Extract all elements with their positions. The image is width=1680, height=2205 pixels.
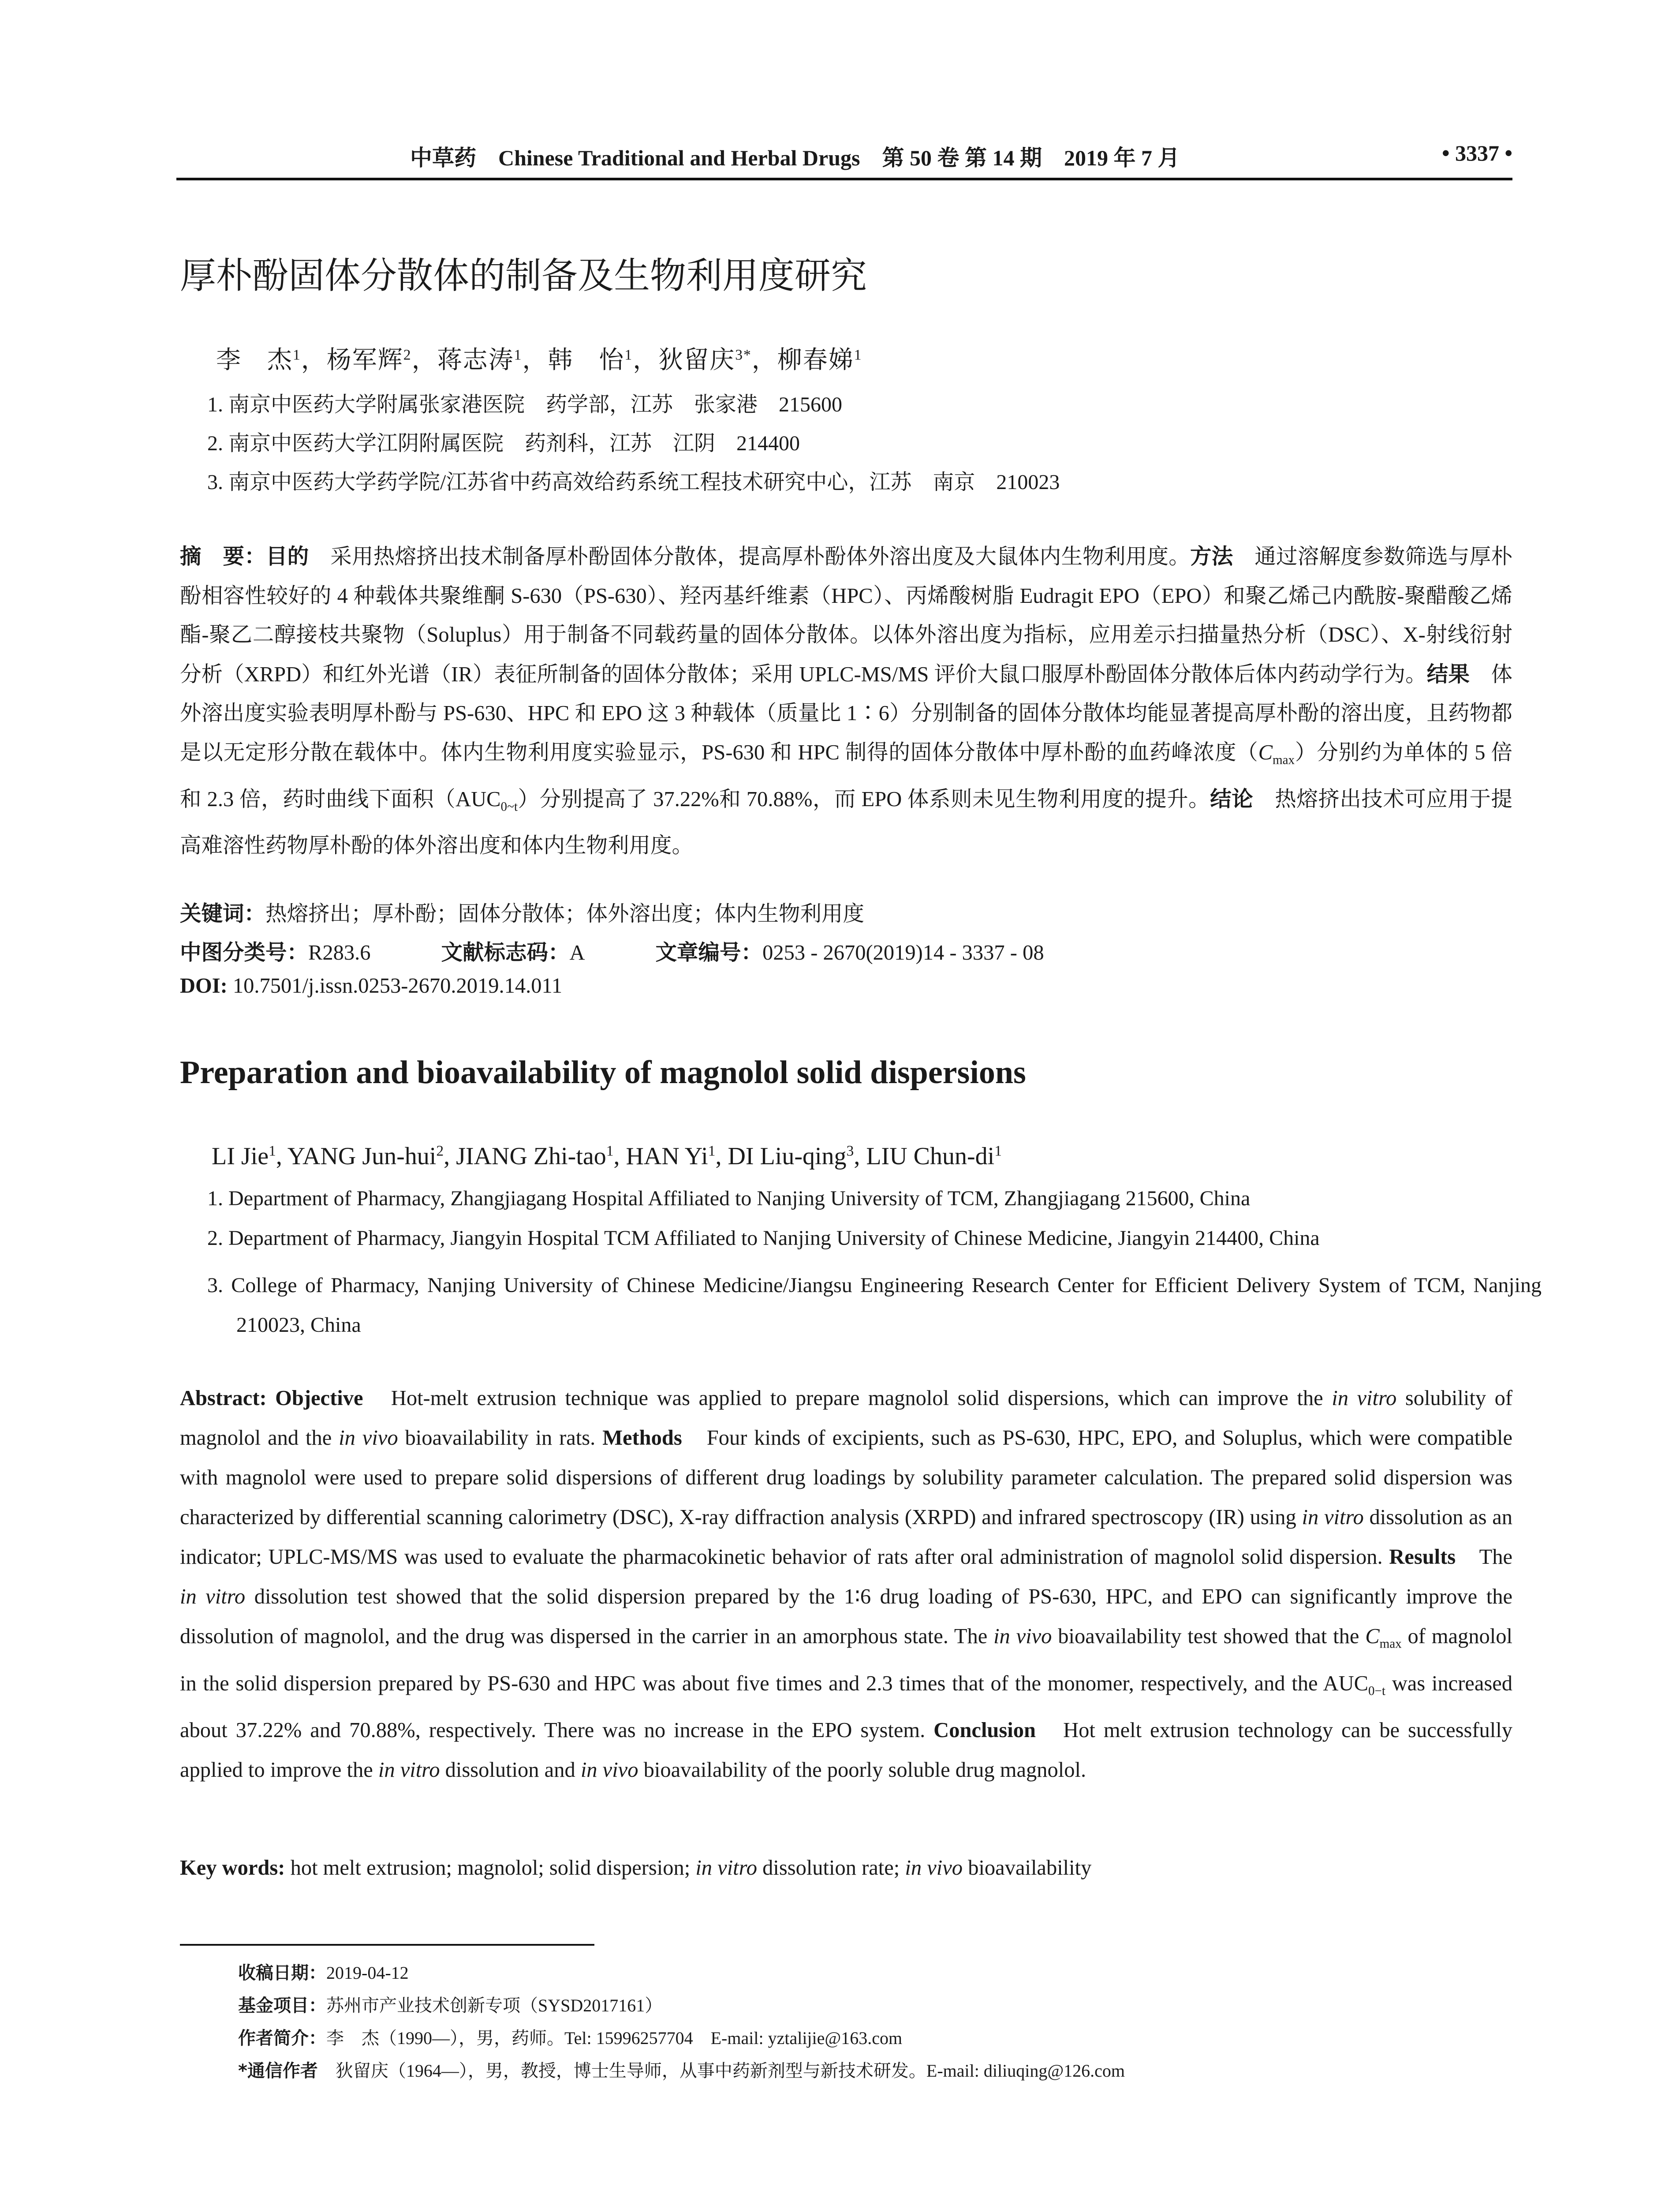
running-header bbox=[176, 140, 1512, 180]
footnote-label: 收稿日期： bbox=[238, 1963, 326, 1983]
in-vitro-term: in vitro bbox=[180, 1585, 246, 1608]
footnote-rule bbox=[180, 1944, 594, 1946]
affiliation-cn: 2. 南京中医药大学江阴附属医院 药剂科，江苏 江阴 214400 bbox=[207, 432, 800, 455]
results-cn-label: 结果 bbox=[1426, 662, 1470, 687]
author-en: DI Liu-qing bbox=[728, 1143, 847, 1170]
objective-en-text: bioavailability in rats. bbox=[398, 1426, 603, 1450]
author-en: JIANG Zhi-tao bbox=[456, 1143, 606, 1170]
author-sep: ， bbox=[411, 347, 437, 374]
classification-line bbox=[180, 935, 1044, 966]
keywords-cn bbox=[180, 896, 864, 927]
conclusion-en-text: Hot melt extrusion technology can be successfully applied to improve the bbox=[180, 1719, 1512, 1782]
author-sup: 1 bbox=[854, 347, 862, 363]
author-sep: , bbox=[613, 1143, 626, 1170]
author-sep: , bbox=[854, 1143, 866, 1170]
author-en: LI Jie bbox=[212, 1143, 269, 1170]
results-en-text: bioavailability test showed that the bbox=[1052, 1625, 1366, 1648]
objective-cn-label: 目的 bbox=[265, 544, 309, 569]
footnote-text: 2019-04-12 bbox=[326, 1963, 409, 1983]
auc-subscript: 0−t bbox=[1368, 1684, 1385, 1698]
footnote-text: 苏州市产业技术创新专项（SYSD2017161） bbox=[326, 1996, 663, 2015]
article-no-item bbox=[656, 935, 1044, 966]
clc-item bbox=[180, 935, 371, 966]
in-vivo-term: in vivo bbox=[580, 1758, 638, 1782]
author-sep: ， bbox=[301, 347, 327, 374]
journal-info: Chinese Traditional and Herbal Drugs 第 50 卷 第 14 期 2019 年 7 月 bbox=[498, 146, 1180, 170]
header-rule bbox=[176, 178, 1512, 180]
author-sup: 3* bbox=[735, 347, 752, 363]
objective-en-text: Hot-melt extrusion technique was applied to prepare magnolol solid dispersions, which can improve the bbox=[363, 1387, 1332, 1410]
author-en: HAN Yi bbox=[626, 1143, 708, 1170]
conclusion-en-text: dissolution and bbox=[440, 1758, 581, 1782]
footnote-label: 作者简介： bbox=[238, 2028, 326, 2048]
keywords-en-label: Key words: bbox=[180, 1856, 285, 1880]
footnote-received bbox=[238, 1959, 409, 1984]
objective-en-label: Objective bbox=[275, 1387, 363, 1410]
clc-value: R283.6 bbox=[308, 941, 371, 964]
keywords-cn-label: 关键词： bbox=[180, 901, 266, 926]
methods-en-label: Methods bbox=[602, 1426, 682, 1450]
keywords-en bbox=[180, 1856, 1091, 1880]
results-en-text: was increased about 37.22% and 70.88%, respectively. There was no increase in the EPO system. bbox=[180, 1671, 1512, 1742]
results-en-text: The bbox=[1456, 1545, 1513, 1569]
conclusion-en-text: bioavailability of the poorly soluble drug magnolol. bbox=[638, 1758, 1086, 1782]
methods-cn-text: 通过溶解度参数筛选与厚朴酚相容性较好的 4 种载体共聚维酮 S-630（PS-630）、羟丙基纤维素（HPC）、丙烯酸树脂 Eudragit EPO（EPO）和聚乙烯己内酰胺-聚醋酸乙烯酯-聚乙二醇接枝共聚物（Soluplus）用于制备不同载药量的固体分散体。以体外溶出度为指标，应用差示扫描量热分析（DSC）、X-射线衍射分析（XRPD）和红外光谱（IR）表征所制备的固体分散体；采用 UPLC-MS/MS 评价大鼠口服厚朴酚固体分散体后体内药动学行为。 bbox=[180, 545, 1512, 686]
author-cn: 柳春娣 bbox=[777, 347, 854, 374]
author-cn: 蒋志涛 bbox=[437, 347, 514, 374]
authors-cn bbox=[216, 340, 862, 376]
author-sep: , bbox=[444, 1143, 456, 1170]
footnote-author-bio bbox=[238, 2024, 902, 2049]
abstract-en-label: Abstract: bbox=[180, 1387, 267, 1410]
in-vitro-term: in vitro bbox=[1302, 1506, 1364, 1529]
in-vitro-term: in vitro bbox=[695, 1856, 757, 1880]
footnote-label: *通信作者 bbox=[238, 2061, 318, 2081]
affiliation-cn: 1. 南京中医药大学附属张家港医院 药学部，江苏 张家港 215600 bbox=[207, 393, 843, 416]
doc-code-item bbox=[441, 935, 585, 966]
methods-en-text: Four kinds of excipients, such as PS-630, HPC, EPO, and Soluplus, which were compatible with magnolol were used to prepare solid dispersions of different drug loadings by solubility parameter calculation. The prepared solid dispersion was characterized by differential scanning calorimetry (DSC), X-ray diffraction analysis (XRPD) and infrared spectroscopy (IR) using bbox=[180, 1426, 1512, 1529]
conclusion-cn-label: 结论 bbox=[1210, 786, 1254, 811]
author-cn: 韩 怡 bbox=[548, 347, 625, 374]
footnote-text: 李 杰（1990—），男，药师。Tel: 15996257704 E-mail: yztalijie@163.com bbox=[326, 2028, 903, 2048]
footnote-corresponding bbox=[238, 2057, 1125, 2082]
journal-header bbox=[410, 140, 1180, 172]
conclusion-cn-text: 热熔挤出技术可应用于提高难溶性药物厚朴酚的体外溶出度和体内生物利用度。 bbox=[180, 787, 1512, 857]
footnote-text: 狄留庆（1964—），男，教授，博士生导师，从事中药新剂型与新技术研发。E-mail: diliuqing@126.com bbox=[317, 2061, 1125, 2081]
abstract-en bbox=[180, 1379, 1512, 1790]
author-sup: 2 bbox=[403, 347, 412, 363]
title-cn: 厚朴酚固体分散体的制备及生物利用度研究 bbox=[180, 255, 867, 297]
article-no-value: 0253 - 2670(2019)14 - 3337 - 08 bbox=[762, 941, 1044, 964]
results-cn-text: ）分别提高了 37.22%和 70.88%，而 EPO 体系则未见生物利用度的提升。 bbox=[517, 787, 1210, 811]
results-en-text: dissolution test showed that the solid dispersion prepared by the 1∶6 drug loading of PS-630, HPC, and EPO can significantly improve the dissolution of magnolol, and the drug was dispersed in the carrier in an amorphous state. The bbox=[180, 1585, 1512, 1648]
author-sup: 3 bbox=[846, 1143, 854, 1159]
abstract-cn bbox=[180, 537, 1512, 865]
in-vitro-term: in vitro bbox=[378, 1758, 440, 1782]
results-en-text: of magnolol in the solid dispersion prepared by PS-630 and HPC was about five times and 2.3 times that of the monomer, respectively, and the AUC bbox=[180, 1625, 1512, 1695]
author-sep: , bbox=[715, 1143, 728, 1170]
author-sup: 1 bbox=[293, 347, 301, 363]
authors-en bbox=[212, 1142, 1002, 1170]
objective-cn-text: 采用热熔挤出技术制备厚朴酚固体分散体，提高厚朴酚体外溶出度及大鼠体内生物利用度。 bbox=[309, 545, 1191, 568]
in-vivo-term: in vivo bbox=[993, 1625, 1052, 1648]
author-cn: 狄留庆 bbox=[658, 347, 735, 374]
author-sup: 1 bbox=[624, 347, 633, 363]
author-sup: 1 bbox=[994, 1143, 1002, 1159]
doi-line bbox=[180, 974, 562, 998]
author-sup: 1 bbox=[269, 1143, 276, 1159]
author-sup: 2 bbox=[436, 1143, 444, 1159]
author-cn: 李 杰 bbox=[216, 347, 293, 374]
keywords-en-text: bioavailability bbox=[963, 1856, 1092, 1880]
in-vitro-term: in vitro bbox=[1332, 1387, 1397, 1410]
doc-code-value: A bbox=[569, 941, 585, 964]
objective-en-text: solubility of magnolol and the bbox=[180, 1387, 1513, 1450]
journal-logo-text: 中草药 bbox=[410, 146, 476, 170]
doi-label: DOI: bbox=[180, 974, 228, 998]
affiliation-en: 1. Department of Pharmacy, Zhangjiagang Hospital Affiliated to Nanjing University of TCM, Zhangjiagang 215600, China bbox=[207, 1187, 1251, 1210]
doi-value: 10.7501/j.issn.0253-2670.2019.14.011 bbox=[227, 974, 563, 998]
keywords-cn-text: 热熔挤出；厚朴酚；固体分散体；体外溶出度；体内生物利用度 bbox=[265, 902, 865, 926]
article-no-label: 文章编号： bbox=[655, 940, 763, 965]
cmax-subscript: max bbox=[1272, 753, 1295, 767]
author-en: LIU Chun-di bbox=[866, 1143, 995, 1170]
keywords-en-text: hot melt extrusion; magnolol; solid dispersion; bbox=[285, 1856, 696, 1880]
author-sup: 1 bbox=[708, 1143, 716, 1159]
affiliation-cn: 3. 南京中医药大学药学院/江苏省中药高效给药系统工程技术研究中心，江苏 南京 210023 bbox=[207, 471, 1060, 494]
author-sep: , bbox=[276, 1143, 287, 1170]
methods-cn-label: 方法 bbox=[1190, 544, 1233, 569]
doc-code-label: 文献标志码： bbox=[441, 940, 570, 965]
author-sep: ， bbox=[751, 347, 777, 374]
in-vivo-term: in vivo bbox=[339, 1426, 398, 1450]
author-cn: 杨军辉 bbox=[326, 347, 403, 374]
auc-subscript: 0~t bbox=[500, 800, 518, 814]
footnote-label: 基金项目： bbox=[238, 1996, 326, 2016]
author-sup: 1 bbox=[606, 1143, 614, 1159]
footnote-funding bbox=[238, 1992, 662, 2017]
results-cn-text: 体外溶出度实验表明厚朴酚与 PS-630、HPC 和 EPO 这 3 种载体（质量比 1∶6）分别制备的固体分散体均能显著提高厚朴酚的溶出度，且药物都是以无定形分散在载体中。体内生物利用度实验显示，PS-630 和 HPC 制得的固体分散体中厚朴酚的血药峰浓度（ bbox=[180, 662, 1512, 764]
author-sup: 1 bbox=[514, 347, 523, 363]
in-vivo-term: in vivo bbox=[905, 1856, 963, 1880]
keywords-en-text: dissolution rate; bbox=[757, 1856, 905, 1880]
conclusion-en-label: Conclusion bbox=[933, 1719, 1036, 1742]
results-en-label: Results bbox=[1389, 1545, 1456, 1569]
abstract-cn-label: 摘 要： bbox=[180, 544, 266, 569]
author-sep: ， bbox=[522, 347, 548, 374]
author-en: YANG Jun-hui bbox=[287, 1143, 437, 1170]
cmax-symbol: C bbox=[1258, 740, 1273, 764]
affiliation-en: 3. College of Pharmacy, Nanjing University of Chinese Medicine/Jiangsu Engineering Research Center for Efficient Delivery System of TCM, Nanjing 210023, China bbox=[207, 1274, 1542, 1337]
methods-en-text: dissolution as an indicator; UPLC-MS/MS was used to evaluate the pharmacokinetic behavior of rats after oral administration of magnolol solid dispersion. bbox=[180, 1506, 1512, 1569]
results-cn-text: ）分别约为单体的 5 倍和 2.3 倍，药时曲线下面积（AUC bbox=[180, 740, 1512, 811]
cmax-symbol: C bbox=[1365, 1625, 1380, 1648]
cmax-subscript: max bbox=[1379, 1637, 1402, 1651]
author-sep: ， bbox=[633, 347, 659, 374]
title-en: Preparation and bioavailability of magnolol solid dispersions bbox=[180, 1054, 1026, 1091]
page-number: • 3337 • bbox=[1441, 141, 1512, 165]
affiliation-en: 2. Department of Pharmacy, Jiangyin Hospital TCM Affiliated to Nanjing University of Chinese Medicine, Jiangyin 214400, China bbox=[207, 1226, 1320, 1250]
clc-label: 中图分类号： bbox=[180, 940, 309, 965]
